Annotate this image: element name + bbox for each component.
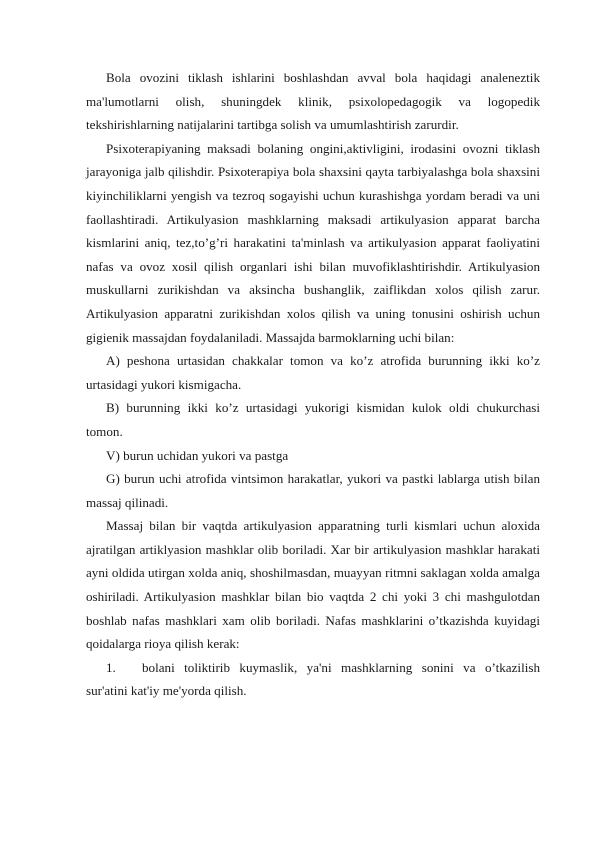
paragraph-psychotherapy: Psixoterapiyaning maksadi bolaning ongini,aktivligini, irodasini ovozni tiklash jarayoniga jalb qilishdir. Psixoterapiya bola shaxsini qayta tarbiyalashga bola shaxsini kiyinchiliklarni yengish va tezroq sogayishi uchun kurashishga yordam beradi va uni faollashtiradi. Artikulyasion mashklarning maksadi artikulyasion apparat barcha kismlarini aniq, tez,to’g’ri harakatini ta'minlash va artikulyasion apparat faoliyatini nafas va ovoz xosil qilish organlari ishi bilan muvofiklashtirishdir. Artikulyasion muskullarni zurikishdan va aksincha bushanglik, zaiflikdan xolos qilish zarur. Artikulyasion apparatni zurikishdan xolos qilish va uning tonusini oshirish uchun gigienik massajdan foydalaniladi. Massajda barmoklarning uchi bilan:	[86, 140, 540, 345]
list-item-number: 1.	[106, 659, 116, 675]
list-item	[86, 656, 540, 703]
paragraph-intro: Bola ovozini tiklash ishlarini boshlashdan avval bola haqidagi analeneztik ma'lumotlarni olish, shuningdek klinik, psixolopedagogik va logopedik tekshirishlarning natijalarini tartibga solish va umumlashtirish zarurdir.	[86, 70, 540, 133]
paragraph-massage-v: V) burun uchidan yukori va pastga	[106, 447, 289, 463]
paragraph-massage-g: G) burun uchi atrofida vintsimon harakatlar, yukori va pastki lablarga utish bilan massaj qilinadi.	[86, 471, 540, 510]
paragraph-massage-b: B) burunning ikki ko’z urtasidagi yukorigi kismidan kulok oldi chukurchasi tomon.	[86, 400, 540, 439]
paragraph-exercises: Massaj bilan bir vaqtda artikulyasion apparatning turli kismlari uchun aloxida ajratilgan artiklyasion mashklar olib boriladi. Xar bir artikulyasion mashklar harakati ayni oldida utirgan xolda aniq, shoshilmasdan, muayyan ritmni saklagan xolda amalga oshiriladi. Artikulyasion mashklar bilan bio vaqtda 2 chi yoki 3 chi mashgulotdan boshlab nafas mashklari xam olib boriladi. Nafas mashklarini o’tkazishda kuyidagi qoidalarga rioya qilish kerak:	[86, 518, 540, 652]
list-item-text: bolani toliktirib kuymaslik, ya'ni mashklarning sonini va o’tkazilish sur'atini kat'iy me'yorda qilish.	[86, 659, 540, 699]
paragraph-massage-a: A) peshona urtasidan chakkalar tomon va ko’z atrofida burunning ikki ko’z urtasidagi yukori kismigacha.	[86, 353, 540, 392]
body-text	[86, 66, 540, 703]
